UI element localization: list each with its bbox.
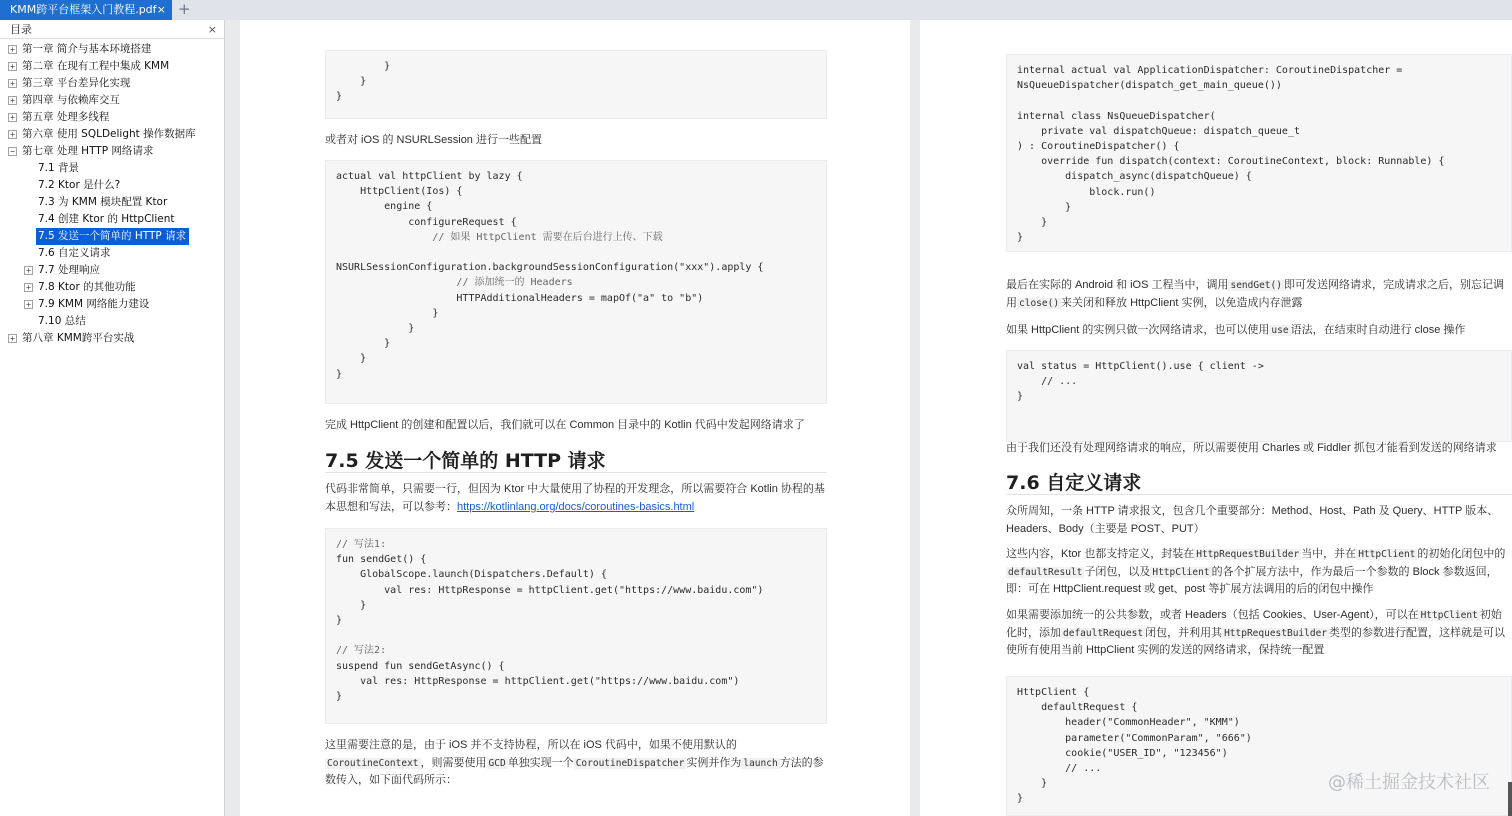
paragraph-text: 代码非常简单，只需要一行，但因为 Ktor 中大量使用了协程的开发理念，所以需要符合 Kotlin 协程的基本思想和写法，可以参考： — [325, 483, 825, 513]
toc-item[interactable] — [26, 262, 103, 279]
toc-item[interactable] — [36, 211, 178, 228]
expand-icon[interactable]: + — [8, 45, 17, 54]
paragraph-text: 语法，在结束时自动进行 close 操作 — [1290, 324, 1466, 336]
toc-item-label: 第七章 处理 HTTP 网络请求 — [22, 145, 154, 157]
toc-item-label: 第四章 与依赖库交互 — [22, 94, 120, 106]
inline-code: CoroutineDispatcher — [575, 757, 685, 769]
paragraph-text: 实例并作为 — [686, 756, 742, 769]
section-heading-7-6: 7.6 自定义请求 — [1006, 472, 1142, 494]
code-block: } } } — [325, 50, 827, 119]
code-text: fun sendGet() { GlobalScope.launch(Dispatchers.Default) { val res: HttpResponse = httpClient.get("https://www.baidu.com") } } — [336, 554, 764, 627]
toc-item[interactable] — [36, 228, 189, 245]
paragraph-text: 单独实现一个 — [507, 756, 574, 769]
paragraph — [1006, 322, 1512, 340]
paragraph-text: ，则需要使用 — [420, 756, 487, 769]
document-viewer[interactable] — [226, 20, 1512, 816]
toc-item-label: 7.8 Ktor 的其他功能 — [38, 281, 136, 293]
code-block: val status = HttpClient().use { client -> // ... } — [1006, 350, 1512, 442]
toc-item-label: 7.4 创建 Ktor 的 HttpClient — [38, 213, 175, 225]
expand-icon[interactable]: + — [8, 96, 17, 105]
paragraph-text: 的初始化闭包中的 — [1417, 548, 1506, 560]
heading-rule — [325, 472, 827, 473]
tab-bar — [0, 0, 1512, 20]
paragraph-text: 来关闭和释放 HttpClient 实例，以免造成内存泄露 — [1061, 296, 1303, 309]
toc-item-label: 7.6 自定义请求 — [38, 247, 111, 259]
paragraph-text: 子闭包，以及 — [1084, 565, 1151, 578]
code-comment: // 如果 HttpClient 需要在后台进行上传、下载 — [432, 231, 663, 243]
code-text: HTTPAdditionalHeaders = mapOf("a" to "b") } } } } } — [336, 292, 704, 380]
toc-item-label: 7.10 总结 — [38, 315, 86, 327]
paragraph-text: 这里需要注意的是，由于 iOS 并不支持协程，所以在 iOS 代码中，如果不使用默认的 — [325, 739, 737, 751]
inline-code: HttpClient — [1358, 549, 1416, 560]
toc-close-icon[interactable]: × — [207, 23, 217, 36]
inline-code: launch — [743, 757, 778, 769]
paragraph: 完成 HttpClient 的创建和配置以后，我们就可以在 Common 目录中的 Kotlin 代码中发起网络请求了 — [325, 419, 805, 431]
paragraph-text: 方法的参数传入，如下面代码所示： — [325, 756, 824, 786]
new-tab-icon[interactable]: + — [178, 0, 191, 18]
paragraph-text: 如果 HttpClient 的实例只做一次网络请求，也可以使用 — [1006, 324, 1270, 336]
paragraph-text: 当中，并在 — [1301, 548, 1357, 560]
code-block — [325, 528, 827, 724]
paragraph-text: 最后在实际的 Android 和 iOS 工程当中，调用 — [1006, 279, 1229, 291]
paragraph — [1006, 607, 1512, 660]
code-text: suspend fun sendGetAsync() { val res: HttpResponse = httpClient.get("https://www.baidu.com") } — [336, 660, 740, 703]
kotlin-coroutines-link[interactable]: https://kotlinlang.org/docs/coroutines-basics.html — [457, 500, 695, 513]
toc-item[interactable] — [36, 160, 82, 177]
toc-item-label: 7.2 Ktor 是什么? — [38, 179, 121, 191]
inline-code: CoroutineContext — [327, 757, 419, 769]
toc-item[interactable] — [10, 330, 137, 347]
toc-item-label: 第一章 简介与基本环境搭建 — [22, 43, 152, 55]
inline-code: HttpClient — [1420, 610, 1478, 621]
toc-header — [0, 20, 224, 39]
tab-close-icon[interactable]: × — [156, 3, 166, 16]
inline-code: use — [1271, 325, 1289, 336]
paragraph — [1006, 277, 1512, 312]
toc-item-label: 第二章 在现有工程中集成 KMM — [22, 60, 170, 72]
code-block — [325, 160, 827, 404]
scrollbar-thumb[interactable] — [1508, 782, 1512, 816]
inline-code: sendGet() — [1230, 280, 1282, 291]
expand-icon[interactable]: + — [24, 300, 33, 309]
toc-sidebar — [0, 20, 225, 816]
paragraph-text: 类型的参数进行配置，这样就是可以使所有使用当前 HttpClient 实例的发送的网络请求，保持统一配置 — [1006, 626, 1506, 656]
inline-code: HttpClient — [1152, 566, 1210, 578]
inline-code: defaultResult — [1008, 566, 1083, 578]
expand-icon[interactable]: + — [8, 79, 17, 88]
heading-rule — [1006, 494, 1512, 495]
code-block: internal actual val ApplicationDispatcher: CoroutineDispatcher = NsQueueDispatcher(dispatch_get_main_queue()) internal class NsQueueDispatcher( private val dispatchQueue: dispatch_queue_t ) : CoroutineDispatcher() { override fun dispatch(context: CoroutineContext, block: Runnable) { dispatch_async(dispatchQueue) { block.run() } } } — [1006, 54, 1512, 252]
expand-icon[interactable]: + — [24, 283, 33, 292]
toc-item-label: 7.3 为 KMM 模块配置 Ktor — [38, 196, 168, 208]
toc-item[interactable] — [10, 126, 199, 143]
paragraph-text: 即可发送网络请求，完成请求之后，别忘记调用 — [1006, 279, 1504, 309]
toc-item-label: 7.5 发送一个简单的 HTTP 请求 — [36, 228, 189, 245]
toc-item[interactable] — [26, 296, 152, 313]
toc-item[interactable] — [36, 194, 170, 211]
expand-icon[interactable]: + — [8, 130, 17, 139]
toc-title: 目录 — [10, 23, 32, 36]
paragraph-text: 如果需要添加统一的公共参数，或者 Headers（包括 Cookies、User-Agent），可以在 — [1006, 609, 1419, 621]
code-comment: // 写法2: — [336, 645, 387, 657]
section-heading-7-5: 7.5 发送一个简单的 HTTP 请求 — [325, 450, 606, 472]
toc-item-label: 第六章 使用 SQLDelight 操作数据库 — [22, 128, 196, 140]
code-text: actual val httpClient by lazy { HttpClient(Ios) { engine { configureRequest { — [336, 171, 523, 228]
code-text: NSURLSessionConfiguration.backgroundSessionConfiguration("xxx").apply { — [336, 262, 764, 274]
toc-item-label: 7.9 KMM 网络能力建设 — [38, 298, 150, 310]
toc-item[interactable] — [10, 109, 112, 126]
toc-item[interactable] — [36, 245, 114, 262]
toc-item[interactable] — [36, 177, 123, 194]
paragraph — [1006, 546, 1512, 599]
toc-item-label: 第五章 处理多线程 — [22, 111, 110, 123]
watermark: @稀土掘金技术社区 — [1328, 772, 1490, 793]
paragraph — [325, 481, 825, 516]
paragraph: 众所周知，一条 HTTP 请求报文，包含几个重要部分：Method、Host、Path 及 Query、HTTP 版本、Headers、Body（主要是 POST、PUT） — [1006, 505, 1499, 535]
inline-code: close() — [1019, 297, 1060, 309]
paragraph: 由于我们还没有处理网络请求的响应，所以需要使用 Charles 或 Fiddler 抓包才能看到发送的网络请求 — [1006, 442, 1497, 454]
toc-item-label: 7.7 处理响应 — [38, 264, 101, 276]
paragraph-text: 的各个扩展方法中，作为最后一个参数的 Block 参数返回，即：可在 HttpClient.request 或 get、post 等扩展方法调用的后的闭包中操作 — [1006, 565, 1498, 595]
toc-item[interactable] — [10, 58, 172, 75]
tab-title: KMM跨平台框架入门教程.pdf — [10, 3, 157, 16]
collapse-icon[interactable]: − — [8, 147, 17, 156]
inline-code: GCD — [488, 757, 506, 769]
expand-icon[interactable]: + — [8, 334, 17, 343]
toc-item-label: 第八章 KMM跨平台实战 — [22, 332, 135, 344]
toc-item[interactable] — [36, 313, 89, 330]
inline-code: HttpRequestBuilder — [1196, 549, 1300, 560]
paragraph-text: 初始化时，添加 — [1006, 609, 1502, 639]
inline-code: HttpRequestBuilder — [1224, 627, 1328, 639]
paragraph-text: 闭包，并利用其 — [1145, 626, 1223, 639]
code-comment: // 写法1: — [336, 539, 387, 550]
code-comment: // 添加统一的 Headers — [456, 277, 573, 289]
pdf-page-left — [240, 20, 910, 816]
expand-icon[interactable]: + — [8, 113, 17, 122]
toc-item[interactable] — [10, 92, 123, 109]
toc-item-label: 第三章 平台差异化实现 — [22, 77, 131, 89]
expand-icon[interactable]: + — [24, 266, 33, 275]
paragraph: 或者对 iOS 的 NSURLSession 进行一些配置 — [325, 134, 542, 146]
toc-item[interactable] — [10, 75, 133, 92]
toc-item[interactable] — [10, 143, 156, 160]
paragraph — [325, 737, 830, 790]
toc-item[interactable] — [26, 279, 139, 296]
toc-item-label: 7.1 背景 — [38, 162, 80, 174]
pdf-page-right — [920, 20, 1512, 816]
inline-code: defaultRequest — [1063, 627, 1144, 639]
paragraph-text: 这些内容，Ktor 也都支持定义，封装在 — [1006, 548, 1195, 560]
toc-item[interactable] — [10, 41, 154, 58]
expand-icon[interactable]: + — [8, 62, 17, 71]
code-block: HttpClient { defaultRequest { header("CommonHeader", "KMM") parameter("CommonParam", "666") cookie("USER_ID", "123456") // ... } } — [1006, 676, 1512, 816]
tab-document[interactable] — [0, 0, 172, 20]
